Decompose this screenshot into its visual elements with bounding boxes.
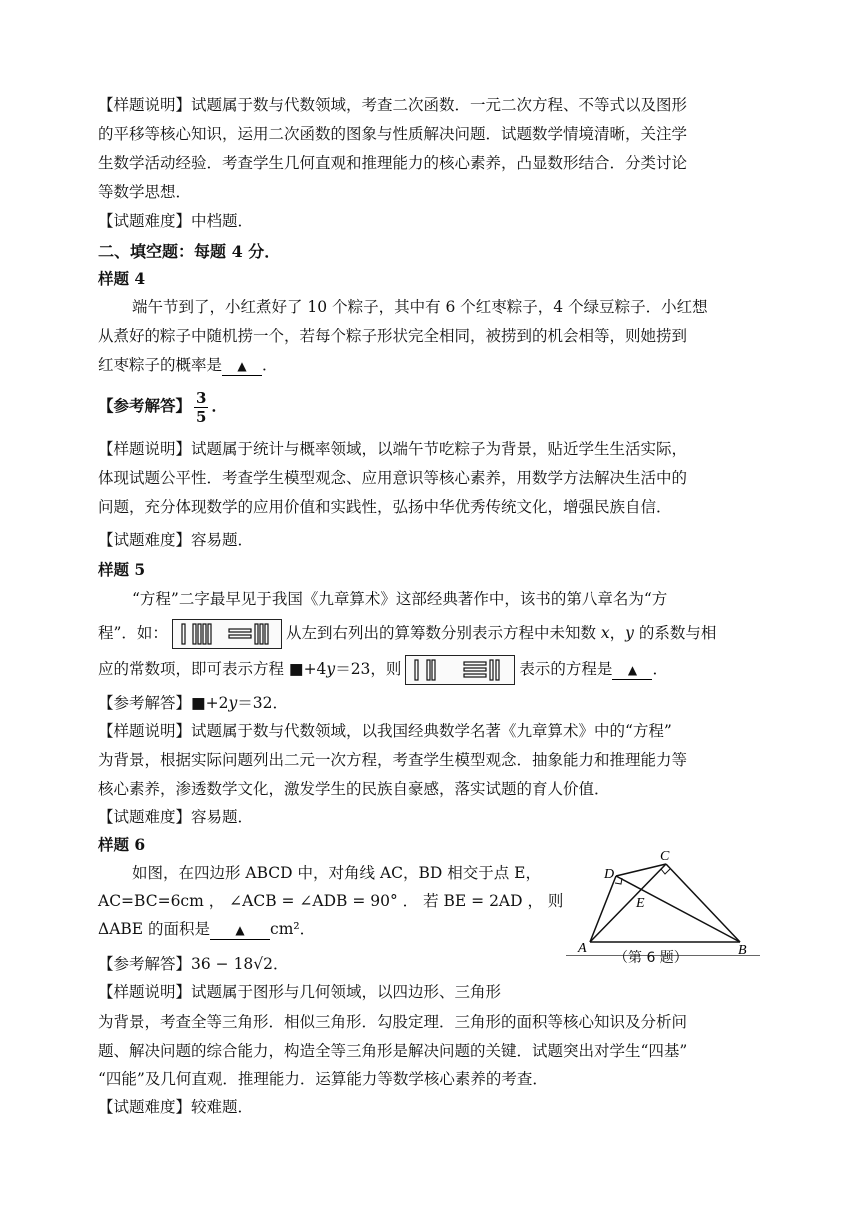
q6-text-line-1: 如图，在四边形 ABCD 中，对角线 AC，BD 相交于点 E，	[132, 864, 541, 882]
q5-text-line-3d: ．	[652, 660, 668, 678]
q5-text-line-3a: 应的常数项，即可表示方程 ■+4	[98, 660, 327, 678]
q6-explanation-line-3: 题、解决问题的综合能力，构造全等三角形是解决问题的关键．试题突出对学生“四基”	[98, 1042, 688, 1060]
q5-difficulty: 【试题难度】容易题．	[98, 808, 254, 826]
var-y: y	[326, 660, 336, 678]
q5-text-line-1: “方程”二字最早见于我国《九章算术》这部经典著作中，该书的第八章名为“方	[132, 590, 668, 608]
q4-text-line-1: 端午节到了，小红煮好了 10 个粽子，其中有 6 个红枣粽子，4 个绿豆粽子．小红想	[132, 298, 708, 316]
q5-answer-label: 【参考解答】■+2	[98, 694, 229, 712]
q4-answer-label: 【参考解答】	[98, 396, 192, 415]
q4-text-line-3-end: ．	[262, 356, 278, 374]
q3-difficulty: 【试题难度】中档题．	[98, 212, 254, 230]
q4-explanation-line-2: 体现试题公平性．考查学生模型观念、应用意识等核心素养，用数学方法解决生活中的	[98, 469, 688, 487]
q6-explanation-line-4: “四能”及几何直观．推理能力．运算能力等数学核心素养的考查．	[98, 1070, 548, 1088]
counting-rods-example	[172, 619, 282, 649]
q5-text-line-2b: 从左到右列出的算筹数分别表示方程中未知数	[285, 624, 596, 642]
q6-text-line-2: AC=BC=6cm ， ∠ACB = ∠ADB = 90° ． 若 BE = 2AD ， 则	[98, 892, 564, 910]
q5-text-line-2a: 程”．如：	[98, 624, 168, 642]
var-y: y	[228, 694, 238, 712]
q4-explanation-line-3: 问题，充分体现数学的应用价值和实践性，弘扬中华优秀传统文化，增强民族自信．	[98, 498, 672, 516]
blank-answer: ▲	[612, 661, 652, 680]
section-heading-fill-in: 二、填空题：每题 4 分．	[98, 242, 281, 261]
figure-caption: （第 6 题）	[614, 950, 688, 966]
label-e: E	[636, 896, 645, 911]
comma: ，	[609, 624, 626, 642]
q5-text-line-3	[98, 654, 800, 685]
q5-title: 样题 5	[98, 560, 146, 579]
q6-explanation-line-1: 【样题说明】试题属于图形与几何领域，以四边形、三角形	[98, 983, 502, 1001]
q5-text-line-2	[98, 618, 800, 649]
blank-answer: ▲	[222, 357, 262, 376]
q4-text-line-2: 从煮好的粽子中随机捞一个，若每个粽子形状完全相同，被捞到的机会相等，则她捞到	[98, 327, 688, 345]
q4-explanation-line-1: 【样题说明】试题属于统计与概率领域，以端午节吃粽子为背景，贴近学生生活实际，	[98, 440, 688, 458]
label-d: D	[604, 867, 615, 882]
var-y: y	[625, 624, 634, 642]
q5-text-line-3b: ＝23，则	[335, 660, 402, 678]
blank-answer: ▲	[210, 921, 270, 940]
q5-text-line-2c: 的系数与相	[638, 624, 717, 642]
q4-difficulty: 【试题难度】容易题．	[98, 531, 254, 549]
q3-explanation-line-2: 的平移等核心知识，运用二次函数的图象与性质解决问题．试题数学情境清晰，关注学	[98, 125, 688, 143]
fraction-denominator: 5	[196, 407, 207, 426]
q3-explanation-line-3: 生数学活动经验．考查学生几何直观和推理能力的核心素养，凸显数形结合．分类讨论	[98, 154, 688, 172]
q5-explanation-line-1: 【样题说明】试题属于数与代数领域，以我国经典数学名著《九章算术》中的“方程”	[98, 722, 672, 740]
label-c: C	[660, 849, 670, 864]
q6-difficulty: 【试题难度】较难题．	[98, 1098, 254, 1116]
q6-text-line-3b: cm²．	[270, 920, 316, 938]
q5-explanation-line-2: 为背景，根据实际问题列出二元一次方程，考查学生模型观念．抽象能力和推理能力等	[98, 751, 688, 769]
q6-explanation-line-2: 为背景，考查全等三角形．相似三角形．勾股定理．三角形的面积等核心知识及分析问	[98, 1013, 688, 1031]
fraction-numerator: 3	[196, 388, 207, 407]
var-x: x	[600, 624, 610, 642]
counting-rods-icon	[179, 620, 275, 648]
q4-text-line-3	[98, 354, 800, 376]
q3-explanation-line-1: 【样题说明】试题属于数与代数领域，考查二次函数．一元二次方程、不等式以及图形	[98, 96, 688, 114]
q4-answer-tail: ．	[211, 396, 227, 415]
q6-text-line-3a: ΔABE 的面积是	[98, 920, 211, 938]
q5-answer-tail: ＝32．	[237, 694, 288, 712]
q6-answer: 【参考解答】36 − 18√2．	[98, 955, 289, 973]
q4-title: 样题 4	[98, 269, 146, 288]
q4-answer-fraction	[194, 389, 208, 426]
counting-rods-question	[405, 655, 515, 685]
label-b: B	[738, 943, 747, 958]
q6-title: 样题 6	[98, 835, 146, 854]
counting-rods-icon	[412, 656, 508, 684]
q5-answer	[98, 692, 800, 714]
q5-text-line-3c: 表示的方程是	[519, 660, 613, 678]
q3-explanation-line-4: 等数学思想．	[98, 183, 192, 201]
q5-explanation-line-3: 核心素养，渗透数学文化，激发学生的民族自豪感，落实试题的育人价值．	[98, 780, 610, 798]
label-a: A	[578, 941, 587, 956]
q4-text-line-3-text: 红枣粽子的概率是	[98, 356, 223, 374]
q4-answer	[98, 386, 800, 428]
